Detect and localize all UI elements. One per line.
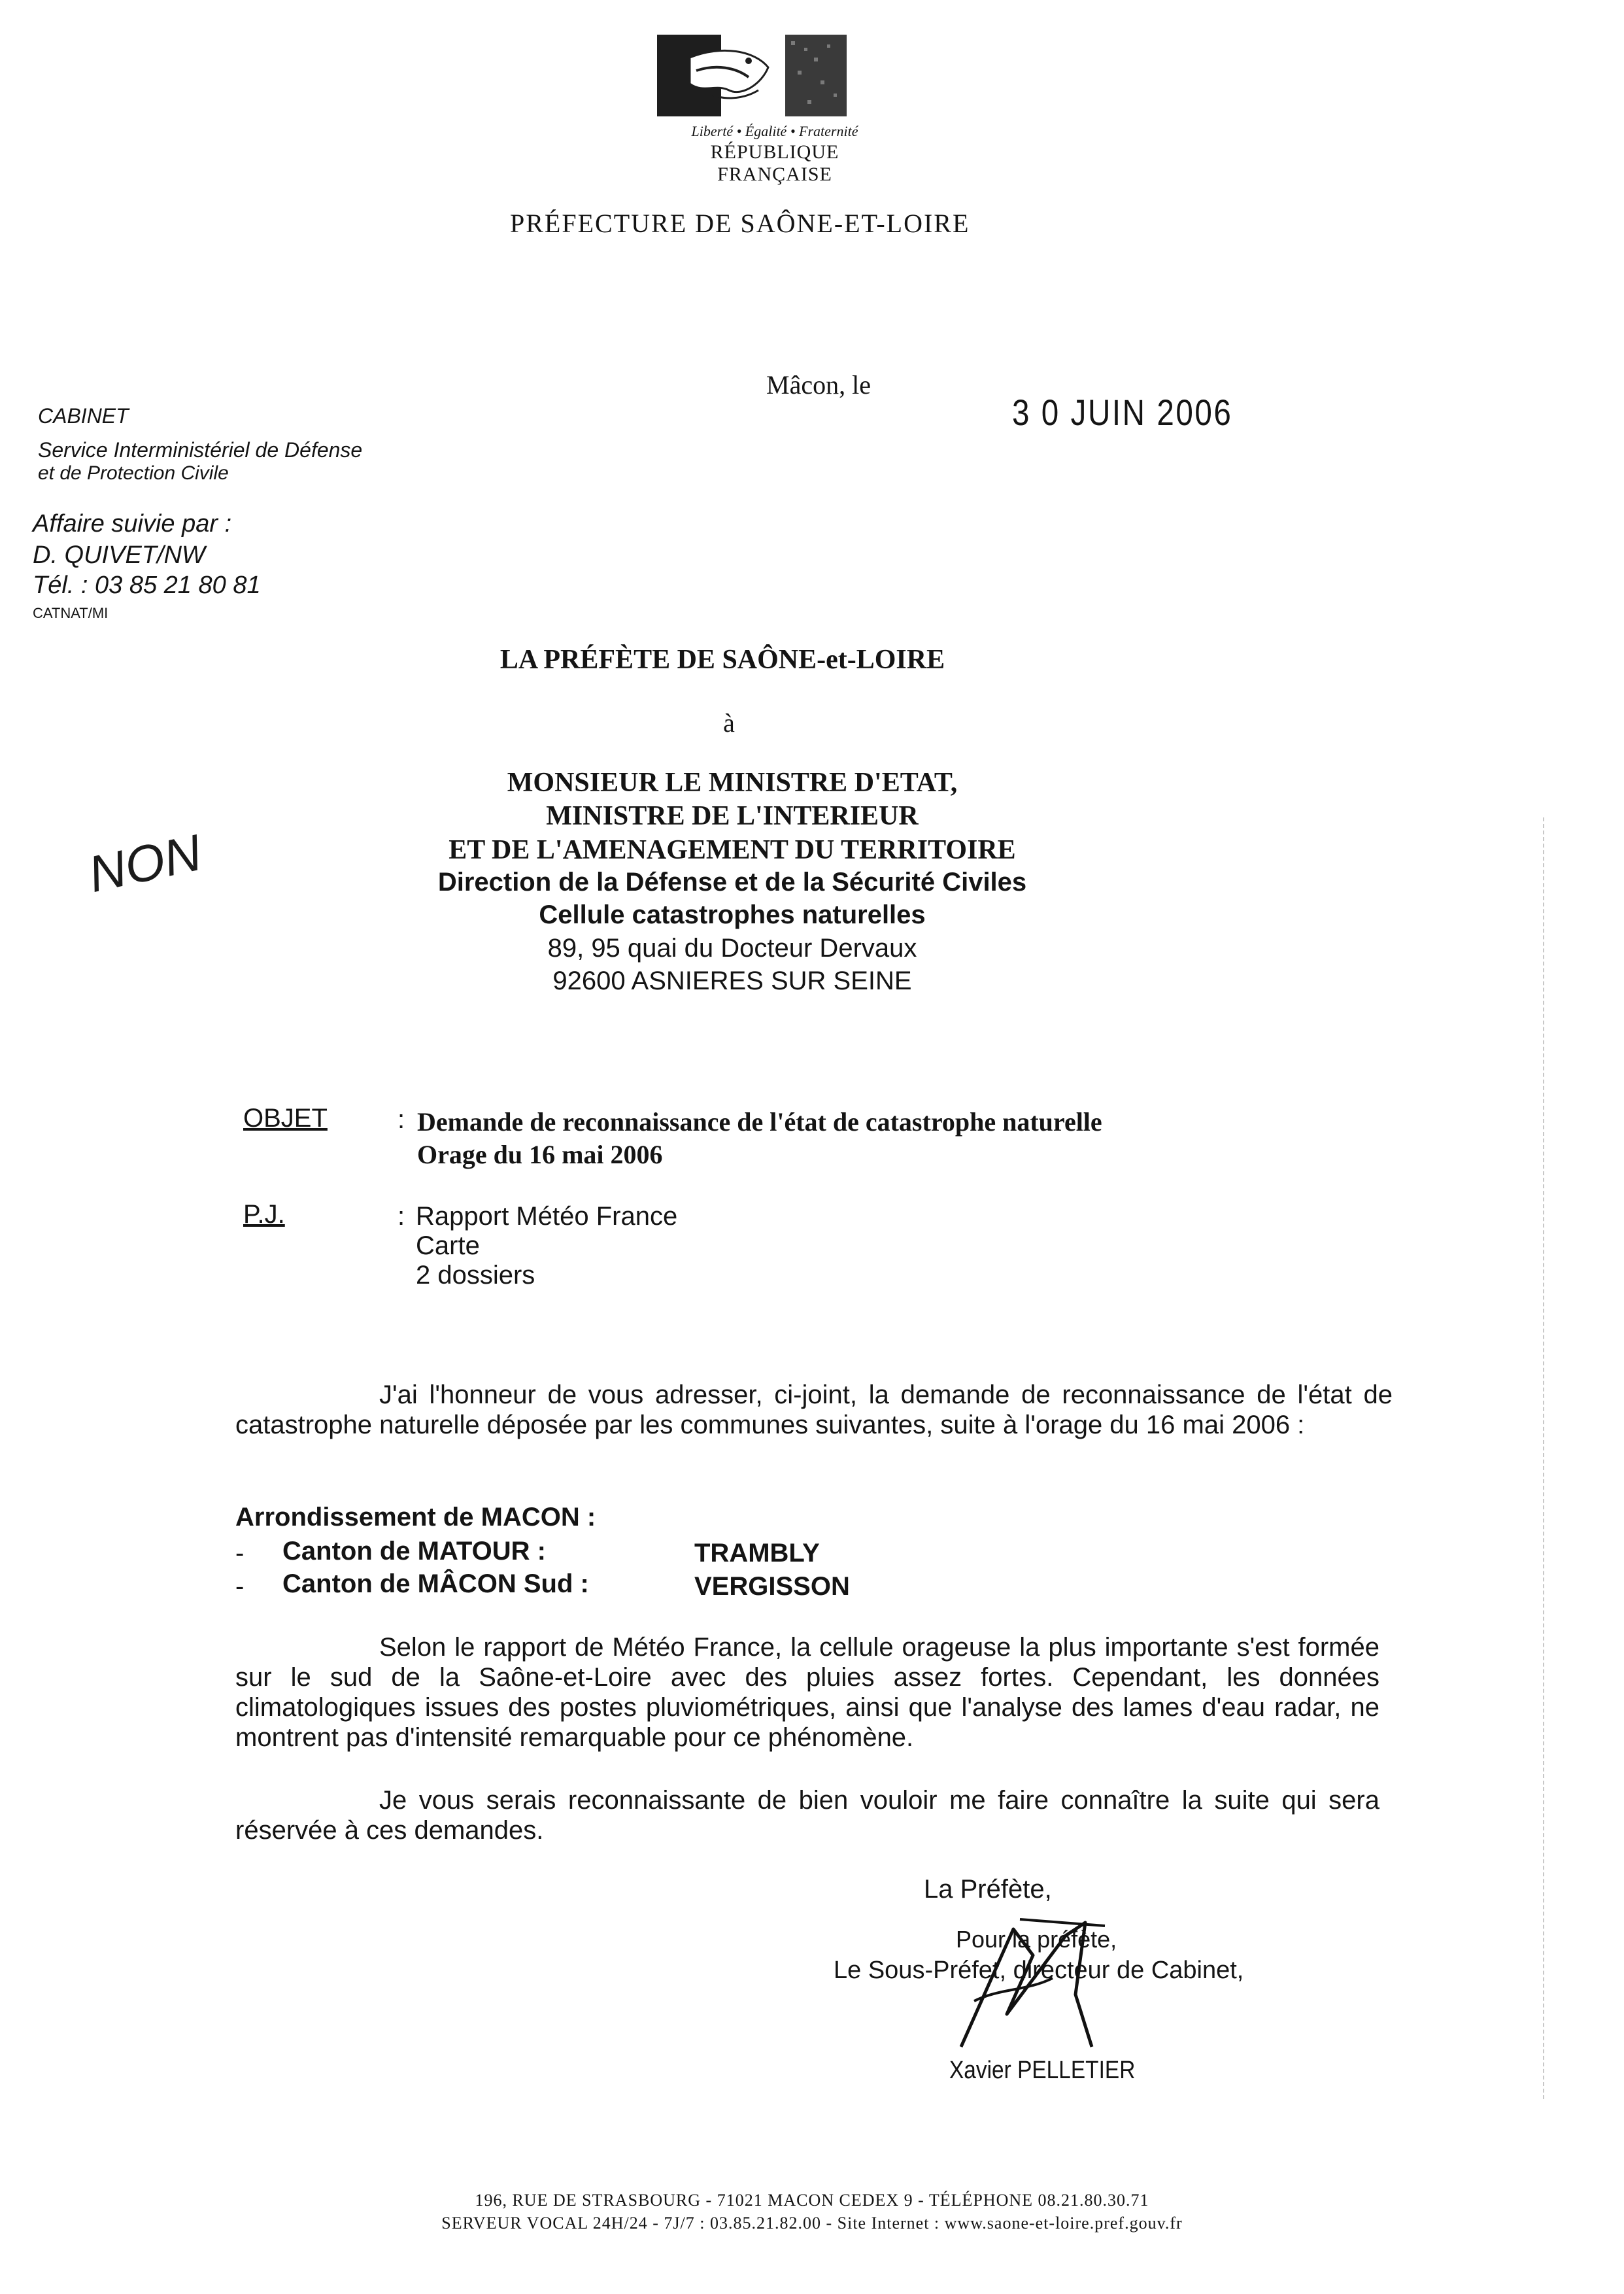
scan-artifact-line	[1543, 817, 1546, 2099]
republic-motto: Liberté • Égalité • Fraternité	[691, 123, 858, 139]
signatory-name: Xavier PELLETIER	[949, 2057, 1136, 2084]
signature-role: Le Sous-Préfet, directeur de Cabinet,	[834, 1957, 1244, 1984]
stamped-date: 3 0 JUIN 2006	[1012, 392, 1233, 433]
service-line-1: Service Interministériel de Défense	[38, 438, 363, 462]
service-line-2: et de Protection Civile	[38, 462, 229, 484]
affaire-label: Affaire suivie par :	[33, 510, 232, 538]
list-dash: -	[235, 1539, 245, 1567]
recipient-line: Direction de la Défense et de la Sécurité Civiles	[437, 868, 1027, 897]
addressing-to: à	[723, 708, 735, 738]
cabinet-label: CABINET	[38, 404, 129, 428]
recipient-line: 92600 ASNIERES SUR SEINE	[552, 967, 912, 995]
arrondissement-heading: Arrondissement de MACON :	[235, 1503, 596, 1532]
closing-paragraph: Je vous serais reconnaissante de bien vouloir me faire connaître la suite qui sera réservée à ces demandes.	[235, 1786, 1379, 1845]
place-label: Mâcon, le	[766, 370, 871, 400]
phone-number: Tél. : 03 85 21 80 81	[33, 572, 261, 599]
canton-name: Canton de MATOUR :	[282, 1537, 546, 1566]
attachment-item: 2 dossiers	[416, 1261, 535, 1290]
prefecture-title: PRÉFECTURE DE SAÔNE-ET-LOIRE	[510, 209, 970, 238]
reference-code: CATNAT/MI	[33, 605, 109, 621]
recipient-line: ET DE L'AMENAGEMENT DU TERRITOIRE	[448, 835, 1016, 865]
canton-name: Canton de MÂCON Sud :	[282, 1569, 589, 1598]
attachment-item: Carte	[416, 1231, 480, 1260]
republic-name: RÉPUBLIQUE FRANÇAISE	[710, 141, 839, 185]
signature-pour: Pour la préfète,	[956, 1926, 1117, 1953]
objet-line-1: Demande de reconnaissance de l'état de catastrophe naturelle	[417, 1107, 1102, 1137]
handwritten-signature	[935, 1916, 1151, 2060]
agent-name: D. QUIVET/NW	[33, 541, 205, 569]
marianne-logo-icon	[651, 31, 847, 123]
pj-label: P.J.	[243, 1200, 285, 1229]
commune-name: TRAMBLY	[694, 1539, 820, 1567]
recipient-line: MINISTRE DE L'INTERIEUR	[546, 801, 919, 831]
recipient-line: MONSIEUR LE MINISTRE D'ETAT,	[507, 768, 958, 798]
objet-colon: :	[398, 1105, 405, 1134]
list-dash: -	[235, 1572, 245, 1601]
pj-colon: :	[398, 1202, 405, 1231]
objet-line-2: Orage du 16 mai 2006	[417, 1140, 663, 1169]
recipient-line: Cellule catastrophes naturelles	[539, 900, 926, 929]
republic-logo	[651, 25, 899, 185]
commune-name: VERGISSON	[694, 1572, 850, 1601]
intro-paragraph: J'ai l'honneur de vous adresser, ci-joint, la demande de reconnaissance de l'état de catastrophe naturelle déposée par les communes suivantes, suite à l'orage du 16 mai 2006 :	[235, 1380, 1393, 1439]
signature-title: La Préfète,	[924, 1875, 1052, 1904]
recipient-line: 89, 95 quai du Docteur Dervaux	[547, 934, 917, 963]
footer-address: 196, RUE DE STRASBOURG - 71021 MACON CEDEX 9 - TÉLÉPHONE 08.21.80.30.71	[475, 2191, 1149, 2210]
sender-title: LA PRÉFÈTE DE SAÔNE-et-LOIRE	[499, 645, 945, 675]
meteo-paragraph: Selon le rapport de Météo France, la cellule orageuse la plus importante s'est formée sur le sud de la Saône-et-Loire avec des pluies assez fortes. Cependant, les données climatologiques issues des postes pluviométriques, ainsi que l'analyse des lames d'eau radar, ne montrent pas d'intensité remarquable pour ce phénomène.	[235, 1633, 1379, 1752]
handwritten-note: NON	[83, 823, 207, 904]
footer-contact: SERVEUR VOCAL 24H/24 - 7J/7 : 03.85.21.82.00 - Site Internet : www.saone-et-loire.pref.gouv.fr	[441, 2214, 1183, 2233]
attachment-item: Rapport Météo France	[416, 1202, 678, 1231]
objet-label: OBJET	[243, 1104, 328, 1133]
